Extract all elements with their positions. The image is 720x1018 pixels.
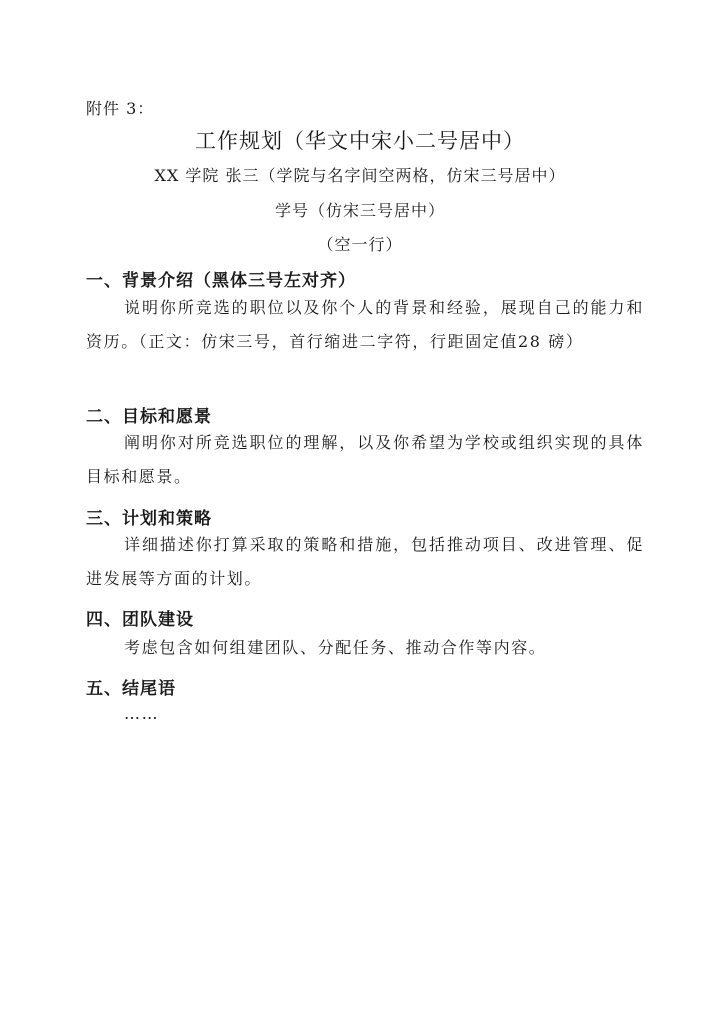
section-body-goals: 阐明你对所竞选职位的理解，以及你希望为学校或组织实现的具体目标和愿景。 xyxy=(86,433,644,486)
document-title: 工作规划（华文中宋小二号居中） xyxy=(195,129,525,153)
attachment-label: 附件 3： xyxy=(86,99,155,118)
section-heading-closing: 五、结尾语 xyxy=(86,679,176,699)
section-heading-background: 一、背景介绍（黑体三号左对齐） xyxy=(86,271,356,291)
blank-line-note: （空一行） xyxy=(317,235,403,254)
student-id-line: 学号（仿宋三号居中） xyxy=(274,201,445,220)
section-body-team: 考虑包含如何组建团队、分配任务、推动合作等内容。 xyxy=(124,638,547,657)
author-line: XX 学院 张三（学院与名字间空两格，仿宋三号居中） xyxy=(154,166,566,185)
section-body-background: 说明你所竞选的职位以及你个人的背景和经验，展现自己的能力和资历。（正文：仿宋三号，首行缩进二字符，行距固定值28 磅） xyxy=(86,298,644,351)
section-heading-goals: 二、目标和愿景 xyxy=(86,407,212,427)
section-body-closing: …… xyxy=(124,704,160,723)
section-heading-team: 四、团队建设 xyxy=(86,610,194,630)
section-heading-plans: 三、计划和策略 xyxy=(86,509,212,529)
section-body-plans: 详细描述你打算采取的策略和措施，包括推动项目、改进管理、促进发展等方面的计划。 xyxy=(86,535,644,588)
